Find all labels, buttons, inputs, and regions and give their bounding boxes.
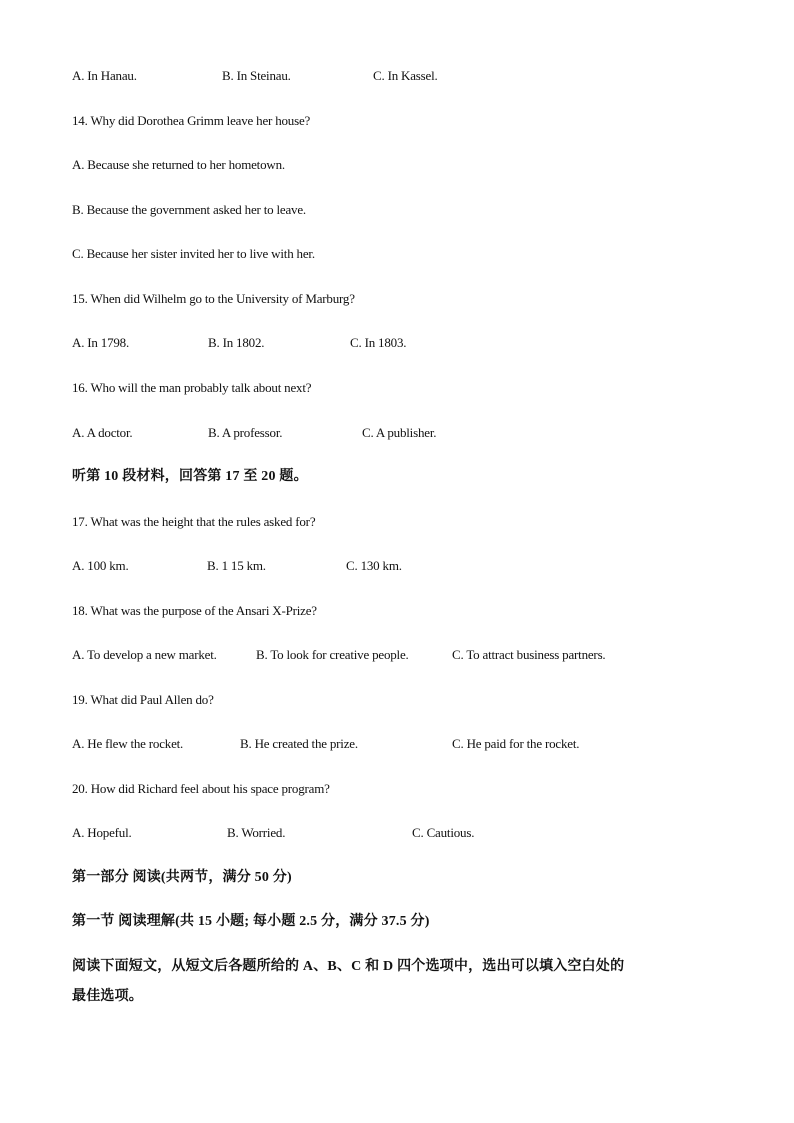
q18-option-b: B. To look for creative people. — [256, 647, 409, 662]
q13-option-b: B. In Steinau. — [222, 68, 291, 83]
q18-question: 18. What was the purpose of the Ansari X-Prize? — [72, 603, 317, 618]
q14-option-c: C. Because her sister invited her to live with her. — [72, 246, 315, 261]
q14-question: 14. Why did Dorothea Grimm leave her house? — [72, 113, 311, 128]
section-10-heading: 听第 10 段材料，回答第 17 至 20 题。 — [72, 469, 308, 484]
reading-instructions-line-2: 最佳选项。 — [72, 989, 143, 1004]
q14-option-b: B. Because the government asked her to leave. — [72, 202, 306, 217]
q16-option-c: C. A publisher. — [362, 425, 437, 440]
q17-option-c: C. 130 km. — [346, 558, 402, 573]
q17-option-a: A. 100 km. — [72, 558, 129, 573]
q20-option-b: B. Worried. — [227, 825, 286, 840]
q15-option-c: C. In 1803. — [350, 335, 407, 350]
part-one-heading: 第一部分 阅读(共两节，满分 50 分) — [72, 870, 292, 885]
q19-question: 19. What did Paul Allen do? — [72, 692, 214, 707]
q19-option-c: C. He paid for the rocket. — [452, 736, 580, 751]
q17-option-b: B. 1 15 km. — [207, 558, 266, 573]
q16-option-b: B. A professor. — [208, 425, 283, 440]
q20-option-c: C. Cautious. — [412, 825, 475, 840]
q15-option-a: A. In 1798. — [72, 335, 130, 350]
section-one-heading: 第一节 阅读理解(共 15 小题; 每小题 2.5 分，满分 37.5 分) — [72, 914, 430, 929]
q16-question: 16. Who will the man probably talk about next? — [72, 380, 312, 395]
q20-option-a: A. Hopeful. — [72, 825, 132, 840]
q18-option-a: A. To develop a new market. — [72, 647, 217, 662]
q19-option-a: A. He flew the rocket. — [72, 736, 184, 751]
q13-option-c: C. In Kassel. — [373, 68, 438, 83]
q14-option-a: A. Because she returned to her hometown. — [72, 157, 285, 172]
q19-option-b: B. He created the prize. — [240, 736, 358, 751]
q15-question: 15. When did Wilhelm go to the University of Marburg? — [72, 291, 355, 306]
q16-option-a: A. A doctor. — [72, 425, 133, 440]
q13-option-a: A. In Hanau. — [72, 68, 137, 83]
q18-option-c: C. To attract business partners. — [452, 647, 606, 662]
reading-instructions-line-1: 阅读下面短文，从短文后各题所给的 A、B、C 和 D 四个选项中，选出可以填入空白处的 — [72, 959, 625, 974]
q17-question: 17. What was the height that the rules asked for? — [72, 514, 316, 529]
q20-question: 20. How did Richard feel about his space program? — [72, 781, 330, 796]
q15-option-b: B. In 1802. — [208, 335, 265, 350]
